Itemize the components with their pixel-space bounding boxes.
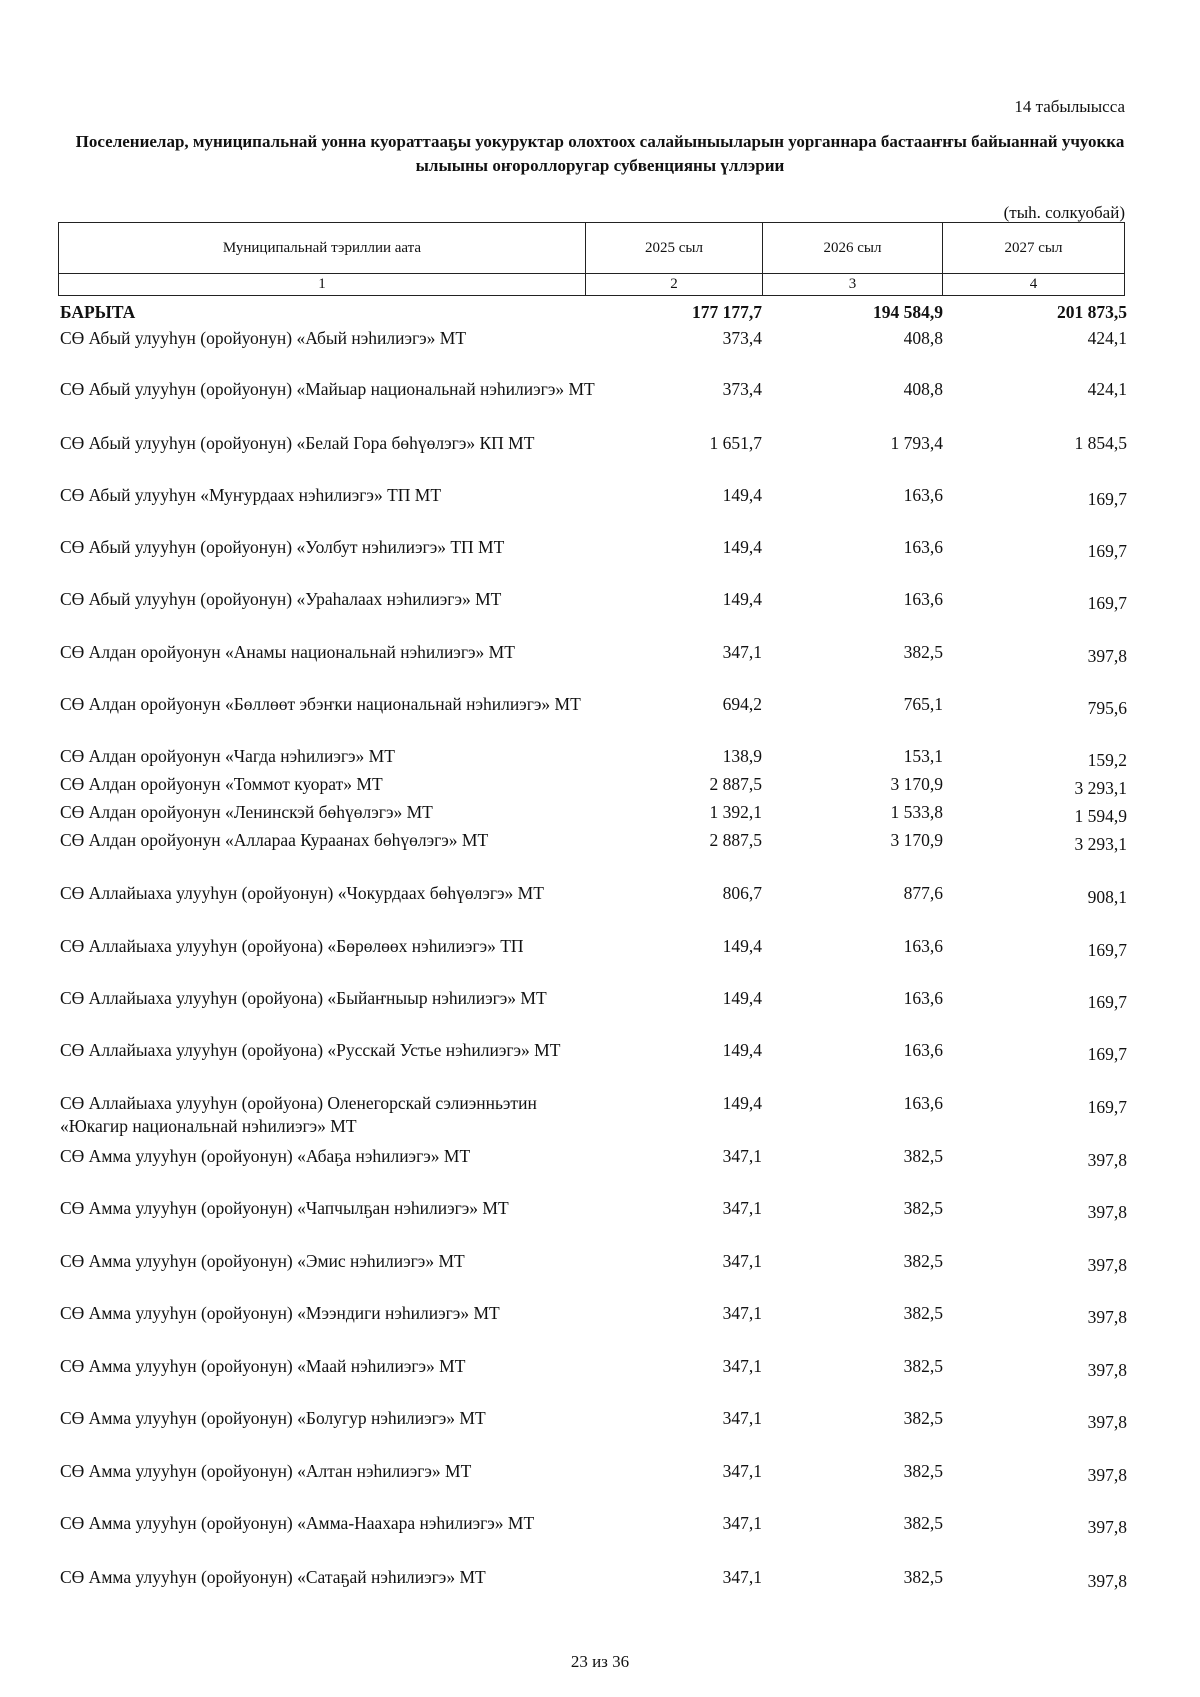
row-value-2027: 3 293,1 bbox=[1074, 834, 1127, 854]
row-name: СӨ Алдан оройуонун «Чагда нэһилиэгэ» МТ bbox=[60, 746, 395, 766]
column-header-name: Муниципальнай тэриллии аата bbox=[58, 222, 586, 274]
row-value-2027: 397,8 bbox=[1087, 1150, 1127, 1170]
row-value-2027: 1 854,5 bbox=[1074, 433, 1127, 453]
row-name: СӨ Абый улууһун (оройуонун) «Уолбут нэһилиэгэ» ТП МТ bbox=[60, 537, 505, 557]
row-value-2027: 169,7 bbox=[1087, 1097, 1127, 1117]
row-value-2026: 382,5 bbox=[903, 1198, 943, 1218]
row-value-2026: 765,1 bbox=[903, 694, 943, 714]
row-value-2025: 347,1 bbox=[722, 642, 762, 662]
row-value-2025: 347,1 bbox=[722, 1408, 762, 1428]
row-value-2025: 149,4 bbox=[722, 485, 762, 505]
column-number-2: 2 bbox=[585, 273, 763, 296]
row-value-2027: 795,6 bbox=[1087, 698, 1127, 718]
row-value-2027: 397,8 bbox=[1087, 1255, 1127, 1275]
row-value-2027: 169,7 bbox=[1087, 992, 1127, 1012]
row-value-2027: 169,7 bbox=[1087, 541, 1127, 561]
row-value-2026: 382,5 bbox=[903, 1567, 943, 1587]
row-value-2026: 382,5 bbox=[903, 1513, 943, 1533]
row-value-2025: 806,7 bbox=[722, 883, 762, 903]
row-value-2027: 169,7 bbox=[1087, 1044, 1127, 1064]
row-name: СӨ Алдан оройуонун «Ленинскэй бөһүөлэгэ» МТ bbox=[60, 802, 433, 822]
row-value-2025: 2 887,5 bbox=[709, 774, 762, 794]
row-value-2027: 397,8 bbox=[1087, 1517, 1127, 1537]
row-value-2027: 169,7 bbox=[1087, 489, 1127, 509]
page-number: 23 из 36 bbox=[570, 1652, 630, 1671]
row-value-2027: 397,8 bbox=[1087, 646, 1127, 666]
total-2026: 194 584,9 bbox=[873, 302, 943, 322]
row-value-2027: 397,8 bbox=[1087, 1412, 1127, 1432]
total-2027: 201 873,5 bbox=[1057, 302, 1127, 322]
row-value-2025: 347,1 bbox=[722, 1567, 762, 1587]
row-value-2026: 382,5 bbox=[903, 1146, 943, 1166]
row-name: СӨ Аллайыаха улууһун (оройуона) «Русскай Устье нэһилиэгэ» МТ bbox=[60, 1040, 561, 1060]
row-value-2025: 347,1 bbox=[722, 1461, 762, 1481]
row-name: СӨ Амма улууһун (оройуонун) «Амма-Наахара нэһилиэгэ» МТ bbox=[60, 1513, 535, 1533]
row-name: СӨ Амма улууһун (оройуонун) «Болугур нэһилиэгэ» МТ bbox=[60, 1408, 486, 1428]
row-value-2025: 1 392,1 bbox=[709, 802, 762, 822]
column-header-2027: 2027 сыл bbox=[942, 222, 1125, 274]
row-value-2025: 347,1 bbox=[722, 1303, 762, 1323]
row-value-2026: 382,5 bbox=[903, 1251, 943, 1271]
row-value-2026: 163,6 bbox=[903, 988, 943, 1008]
row-value-2026: 382,5 bbox=[903, 642, 943, 662]
row-name: СӨ Аллайыаха улууһун (оройуона) «Бөрөлөөх нэһилиэгэ» ТП bbox=[60, 936, 524, 956]
row-value-2025: 347,1 bbox=[722, 1356, 762, 1376]
row-name: СӨ Абый улууһун (оройуонун) «Абый нэһилиэгэ» МТ bbox=[60, 328, 467, 348]
row-value-2026: 163,6 bbox=[903, 936, 943, 956]
row-value-2027: 424,1 bbox=[1087, 328, 1127, 348]
row-value-2027: 397,8 bbox=[1087, 1360, 1127, 1380]
row-value-2027: 159,2 bbox=[1087, 750, 1127, 770]
row-name: СӨ Абый улууһун «Муҥурдаах нэһилиэгэ» ТП МТ bbox=[60, 485, 442, 505]
row-name: СӨ Амма улууһун (оройуонун) «Чапчылҕан нэһилиэгэ» МТ bbox=[60, 1198, 509, 1218]
row-value-2026: 382,5 bbox=[903, 1408, 943, 1428]
row-value-2025: 373,4 bbox=[722, 379, 762, 399]
row-name: СӨ Амма улууһун (оройуонун) «Маай нэһилиэгэ» МТ bbox=[60, 1356, 466, 1376]
row-value-2027: 397,8 bbox=[1087, 1307, 1127, 1327]
row-name: СӨ Аллайыаха улууһун (оройуонун) «Чокурдаах бөһүөлэгэ» МТ bbox=[60, 883, 544, 903]
row-value-2027: 3 293,1 bbox=[1074, 778, 1127, 798]
total-2025: 177 177,7 bbox=[692, 302, 762, 322]
row-value-2026: 3 170,9 bbox=[890, 830, 943, 850]
total-label: БАРЫТА bbox=[60, 302, 136, 322]
column-header-2025: 2025 сыл bbox=[585, 222, 763, 274]
row-value-2025: 373,4 bbox=[722, 328, 762, 348]
appendix-label: 14 табылыысса bbox=[1014, 97, 1125, 116]
row-value-2025: 149,4 bbox=[722, 1040, 762, 1060]
row-value-2026: 877,6 bbox=[903, 883, 943, 903]
row-value-2026: 1 533,8 bbox=[890, 802, 943, 822]
row-value-2026: 163,6 bbox=[903, 589, 943, 609]
row-value-2025: 149,4 bbox=[722, 988, 762, 1008]
column-number-3: 3 bbox=[762, 273, 943, 296]
row-value-2025: 694,2 bbox=[722, 694, 762, 714]
row-value-2026: 408,8 bbox=[903, 379, 943, 399]
row-value-2027: 169,7 bbox=[1087, 593, 1127, 613]
row-value-2026: 153,1 bbox=[903, 746, 943, 766]
row-name: СӨ Абый улууһун (оройуонун) «Ураһалаах нэһилиэгэ» МТ bbox=[60, 589, 502, 609]
row-value-2025: 2 887,5 bbox=[709, 830, 762, 850]
row-value-2025: 347,1 bbox=[722, 1146, 762, 1166]
row-value-2026: 408,8 bbox=[903, 328, 943, 348]
row-value-2026: 382,5 bbox=[903, 1303, 943, 1323]
row-value-2026: 163,6 bbox=[903, 1040, 943, 1060]
row-value-2027: 397,8 bbox=[1087, 1571, 1127, 1591]
units-label: (тыһ. солкуобай) bbox=[1003, 203, 1125, 222]
row-name: СӨ Амма улууһун (оройуонун) «Абаҕа нэһилиэгэ» МТ bbox=[60, 1146, 471, 1166]
row-name: СӨ Амма улууһун (оройуонун) «Алтан нэһилиэгэ» МТ bbox=[60, 1461, 472, 1481]
row-name: СӨ Аллайыаха улууһун (оройуона) Оленегорскай сэлиэнньэтин «Юкагир национальнай нэһилиэгэ» МТ bbox=[60, 1093, 537, 1136]
row-value-2026: 3 170,9 bbox=[890, 774, 943, 794]
row-value-2026: 1 793,4 bbox=[890, 433, 943, 453]
row-value-2026: 382,5 bbox=[903, 1356, 943, 1376]
row-value-2027: 908,1 bbox=[1087, 887, 1127, 907]
row-name: СӨ Алдан оройуонун «Бөллөөт эбэҥки национальнай нэһилиэгэ» МТ bbox=[60, 694, 581, 714]
row-value-2027: 397,8 bbox=[1087, 1202, 1127, 1222]
row-value-2025: 149,4 bbox=[722, 537, 762, 557]
row-name: СӨ Алдан оройуонун «Томмот куорат» МТ bbox=[60, 774, 383, 794]
row-name: СӨ Аллайыаха улууһун (оройуона) «Быйаҥныыр нэһилиэгэ» МТ bbox=[60, 988, 547, 1008]
row-value-2027: 424,1 bbox=[1087, 379, 1127, 399]
row-value-2025: 347,1 bbox=[722, 1513, 762, 1533]
column-header-2026: 2026 сыл bbox=[762, 222, 943, 274]
row-value-2026: 163,6 bbox=[903, 485, 943, 505]
row-value-2025: 149,4 bbox=[722, 589, 762, 609]
column-number-1: 1 bbox=[58, 273, 586, 296]
row-name: СӨ Абый улууһун (оройуонун) «Белай Гора бөһүөлэгэ» КП МТ bbox=[60, 433, 535, 453]
row-value-2027: 397,8 bbox=[1087, 1465, 1127, 1485]
column-number-4: 4 bbox=[942, 273, 1125, 296]
row-value-2026: 163,6 bbox=[903, 537, 943, 557]
row-name: СӨ Амма улууһун (оройуонун) «Сатаҕай нэһилиэгэ» МТ bbox=[60, 1567, 486, 1587]
row-name: СӨ Амма улууһун (оройуонун) «Мээндиги нэһилиэгэ» МТ bbox=[60, 1303, 500, 1323]
row-value-2025: 138,9 bbox=[722, 746, 762, 766]
row-value-2027: 1 594,9 bbox=[1074, 806, 1127, 826]
row-name: СӨ Абый улууһун (оройуонун) «Майыар национальнай нэһилиэгэ» МТ bbox=[60, 379, 595, 399]
row-value-2027: 169,7 bbox=[1087, 940, 1127, 960]
row-value-2025: 347,1 bbox=[722, 1198, 762, 1218]
row-value-2025: 149,4 bbox=[722, 936, 762, 956]
row-value-2025: 347,1 bbox=[722, 1251, 762, 1271]
row-name: СӨ Алдан оройуонун «Алларaa Кураанах бөһүөлэгэ» МТ bbox=[60, 830, 489, 850]
row-name: СӨ Алдан оройуонун «Анамы национальнай нэһилиэгэ» МТ bbox=[60, 642, 515, 662]
row-value-2025: 1 651,7 bbox=[709, 433, 762, 453]
row-value-2026: 382,5 bbox=[903, 1461, 943, 1481]
row-value-2026: 163,6 bbox=[903, 1093, 943, 1113]
row-value-2025: 149,4 bbox=[722, 1093, 762, 1113]
row-name: СӨ Амма улууһун (оройуонун) «Эмис нэһилиэгэ» МТ bbox=[60, 1251, 465, 1271]
document-title: Поселениелар, муниципальнай уонна куораттааҕы уокуруктар олохтоох салайыныыларын уорганнара бастааҥҥы байыаннай учуокка ылыыны оҥороллоругар субвенцияны үллэрии bbox=[75, 132, 1125, 175]
